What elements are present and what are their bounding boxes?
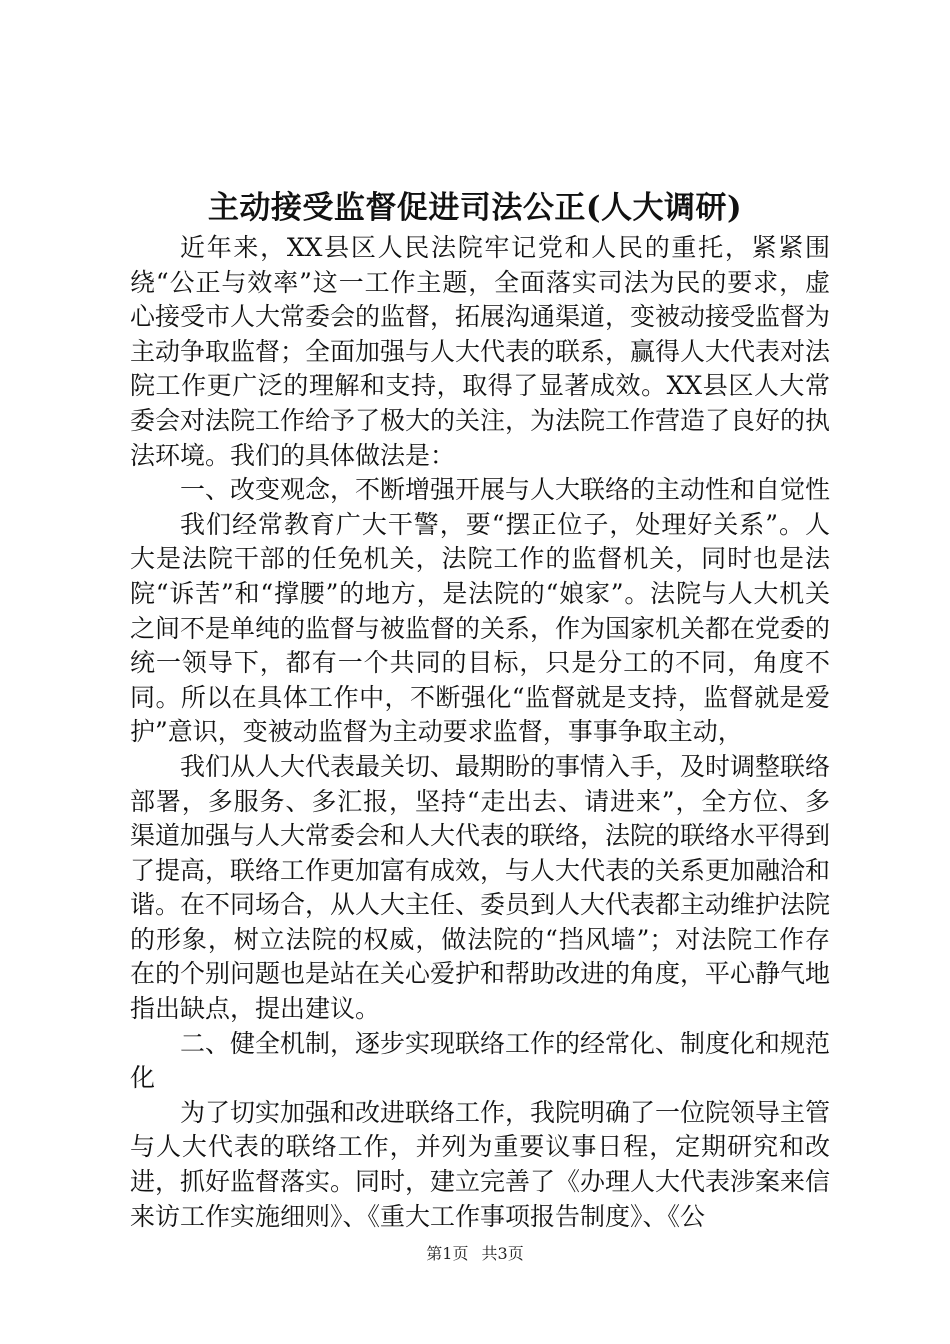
paragraph-intro: 近年来，XX县区人民法院牢记党和人民的重托，紧紧围绕“公正与效率”这一工作主题，全面落实司法为民的要求，虚心接受市人大常委会的监督，拓展沟通渠道，变被动接受监督为主动争取监督；全面加强与人大代表的联系，赢得人大代表对法院工作更广泛的理解和支持，取得了显著成效。XX县区人大常委会对法院工作给予了极大的关注，为法院工作营造了良好的执法环境。我们的具体做法是： bbox=[130, 233, 831, 470]
page-number: 第1页 bbox=[426, 1244, 469, 1263]
document-body bbox=[130, 231, 830, 1234]
section-heading-1: 一、改变观念，不断增强开展与人大联络的主动性和自觉性 bbox=[180, 475, 831, 505]
paragraph-section-1b: 我们从人大代表最关切、最期盼的事情入手，及时调整联络部署，多服务、多汇报，坚持“走出去、请进来”，全方位、多渠道加强与人大常委会和人大代表的联络，法院的联络水平得到了提高，联络工作更加富有成效，与人大代表的关系更加融洽和谐。在不同场合，从人大主任、委员到人大代表都主动维护法院的形象，树立法院的权威，做法院的“挡风墙”；对法院工作存在的个别问题也是站在关心爱护和帮助改进的角度，平心静气地指出缺点，提出建议。 bbox=[130, 751, 831, 1024]
paragraph-section-1a: 我们经常教育广大干警，要“摆正位子，处理好关系”。人大是法院干部的任免机关，法院工作的监督机关，同时也是法院“诉苦”和“撑腰”的地方，是法院的“娘家”。法院与人大机关之间不是单纯的监督与被监督的关系，作为国家机关都在党委的统一领导下，都有一个共同的目标，只是分工的不同，角度不同。所以在具体工作中，不断强化“监督就是支持，监督就是爱护”意识，变被动监督为主动要求监督，事事争取主动， bbox=[130, 509, 831, 747]
page-total: 共3页 bbox=[481, 1244, 524, 1263]
page-footer bbox=[0, 1243, 950, 1265]
paragraph-section-2a: 为了切实加强和改进联络工作，我院明确了一位院领导主管与人大代表的联络工作，并列为重要议事日程，定期研究和改进，抓好监督落实。同时，建立完善了《办理人大代表涉案来信来访工作实施细则》、《重大工作事项报告制度》、《公 bbox=[130, 1097, 831, 1231]
document-title: 主动接受监督促进司法公正(人大调研) bbox=[207, 190, 743, 226]
section-heading-2: 二、健全机制，逐步实现联络工作的经常化、制度化和规范化 bbox=[130, 1028, 831, 1093]
